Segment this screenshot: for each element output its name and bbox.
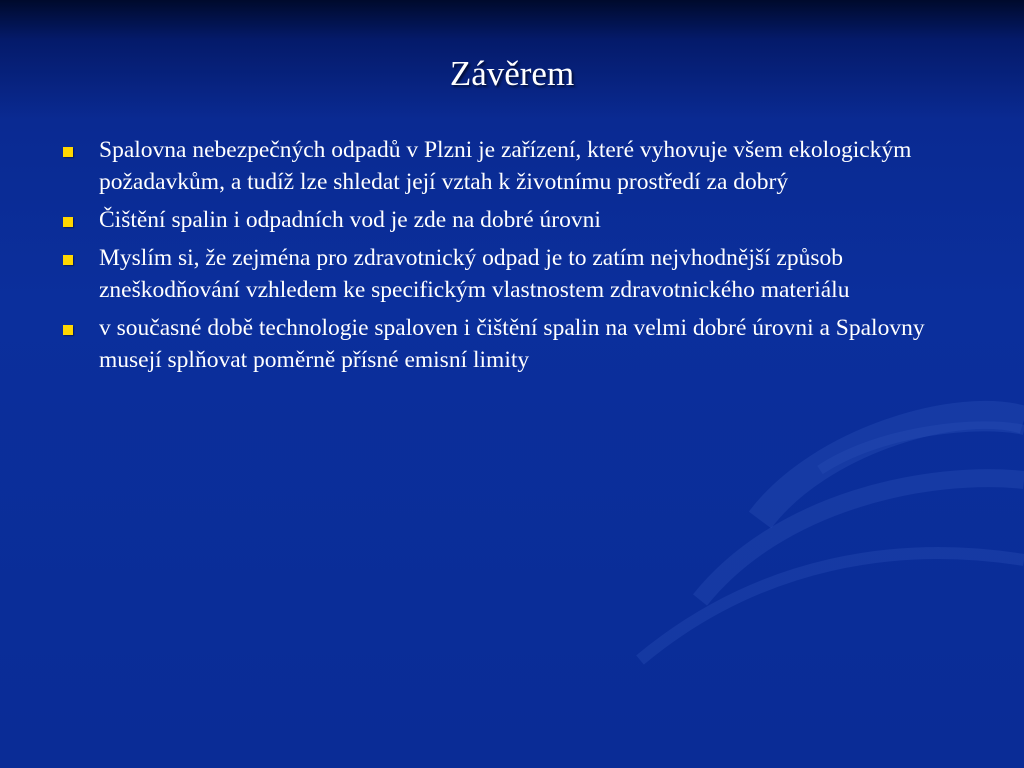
bullet-item	[60, 134, 975, 198]
slide-title: Závěrem	[449, 54, 575, 93]
bullet-text: Myslím si, že zejména pro zdravotnický odpad je to zatím nejvhodnější způsob zneškodňování vzhledem ke specifickým vlastnostem zdravotnického materiálu	[99, 245, 850, 303]
bullet-item	[60, 242, 975, 306]
bullet-text: Spalovna nebezpečných odpadů v Plzni je zařízení, které vyhovuje všem ekologickým požadavkům, a tudíž lze shledat její vztah k životnímu prostředí za dobrý	[99, 137, 912, 195]
square-bullet-icon	[63, 325, 73, 335]
bullet-item	[60, 204, 975, 236]
bullet-item	[60, 312, 975, 376]
square-bullet-icon	[63, 255, 73, 265]
bullet-list	[60, 134, 975, 382]
square-bullet-icon	[63, 147, 73, 157]
square-bullet-icon	[63, 217, 73, 227]
bullet-text: Čištění spalin i odpadních vod je zde na dobré úrovni	[99, 207, 601, 233]
bullet-text: v současné době technologie spaloven i čištění spalin na velmi dobré úrovni a Spalovny musejí splňovat poměrně přísné emisní limity	[99, 315, 925, 373]
